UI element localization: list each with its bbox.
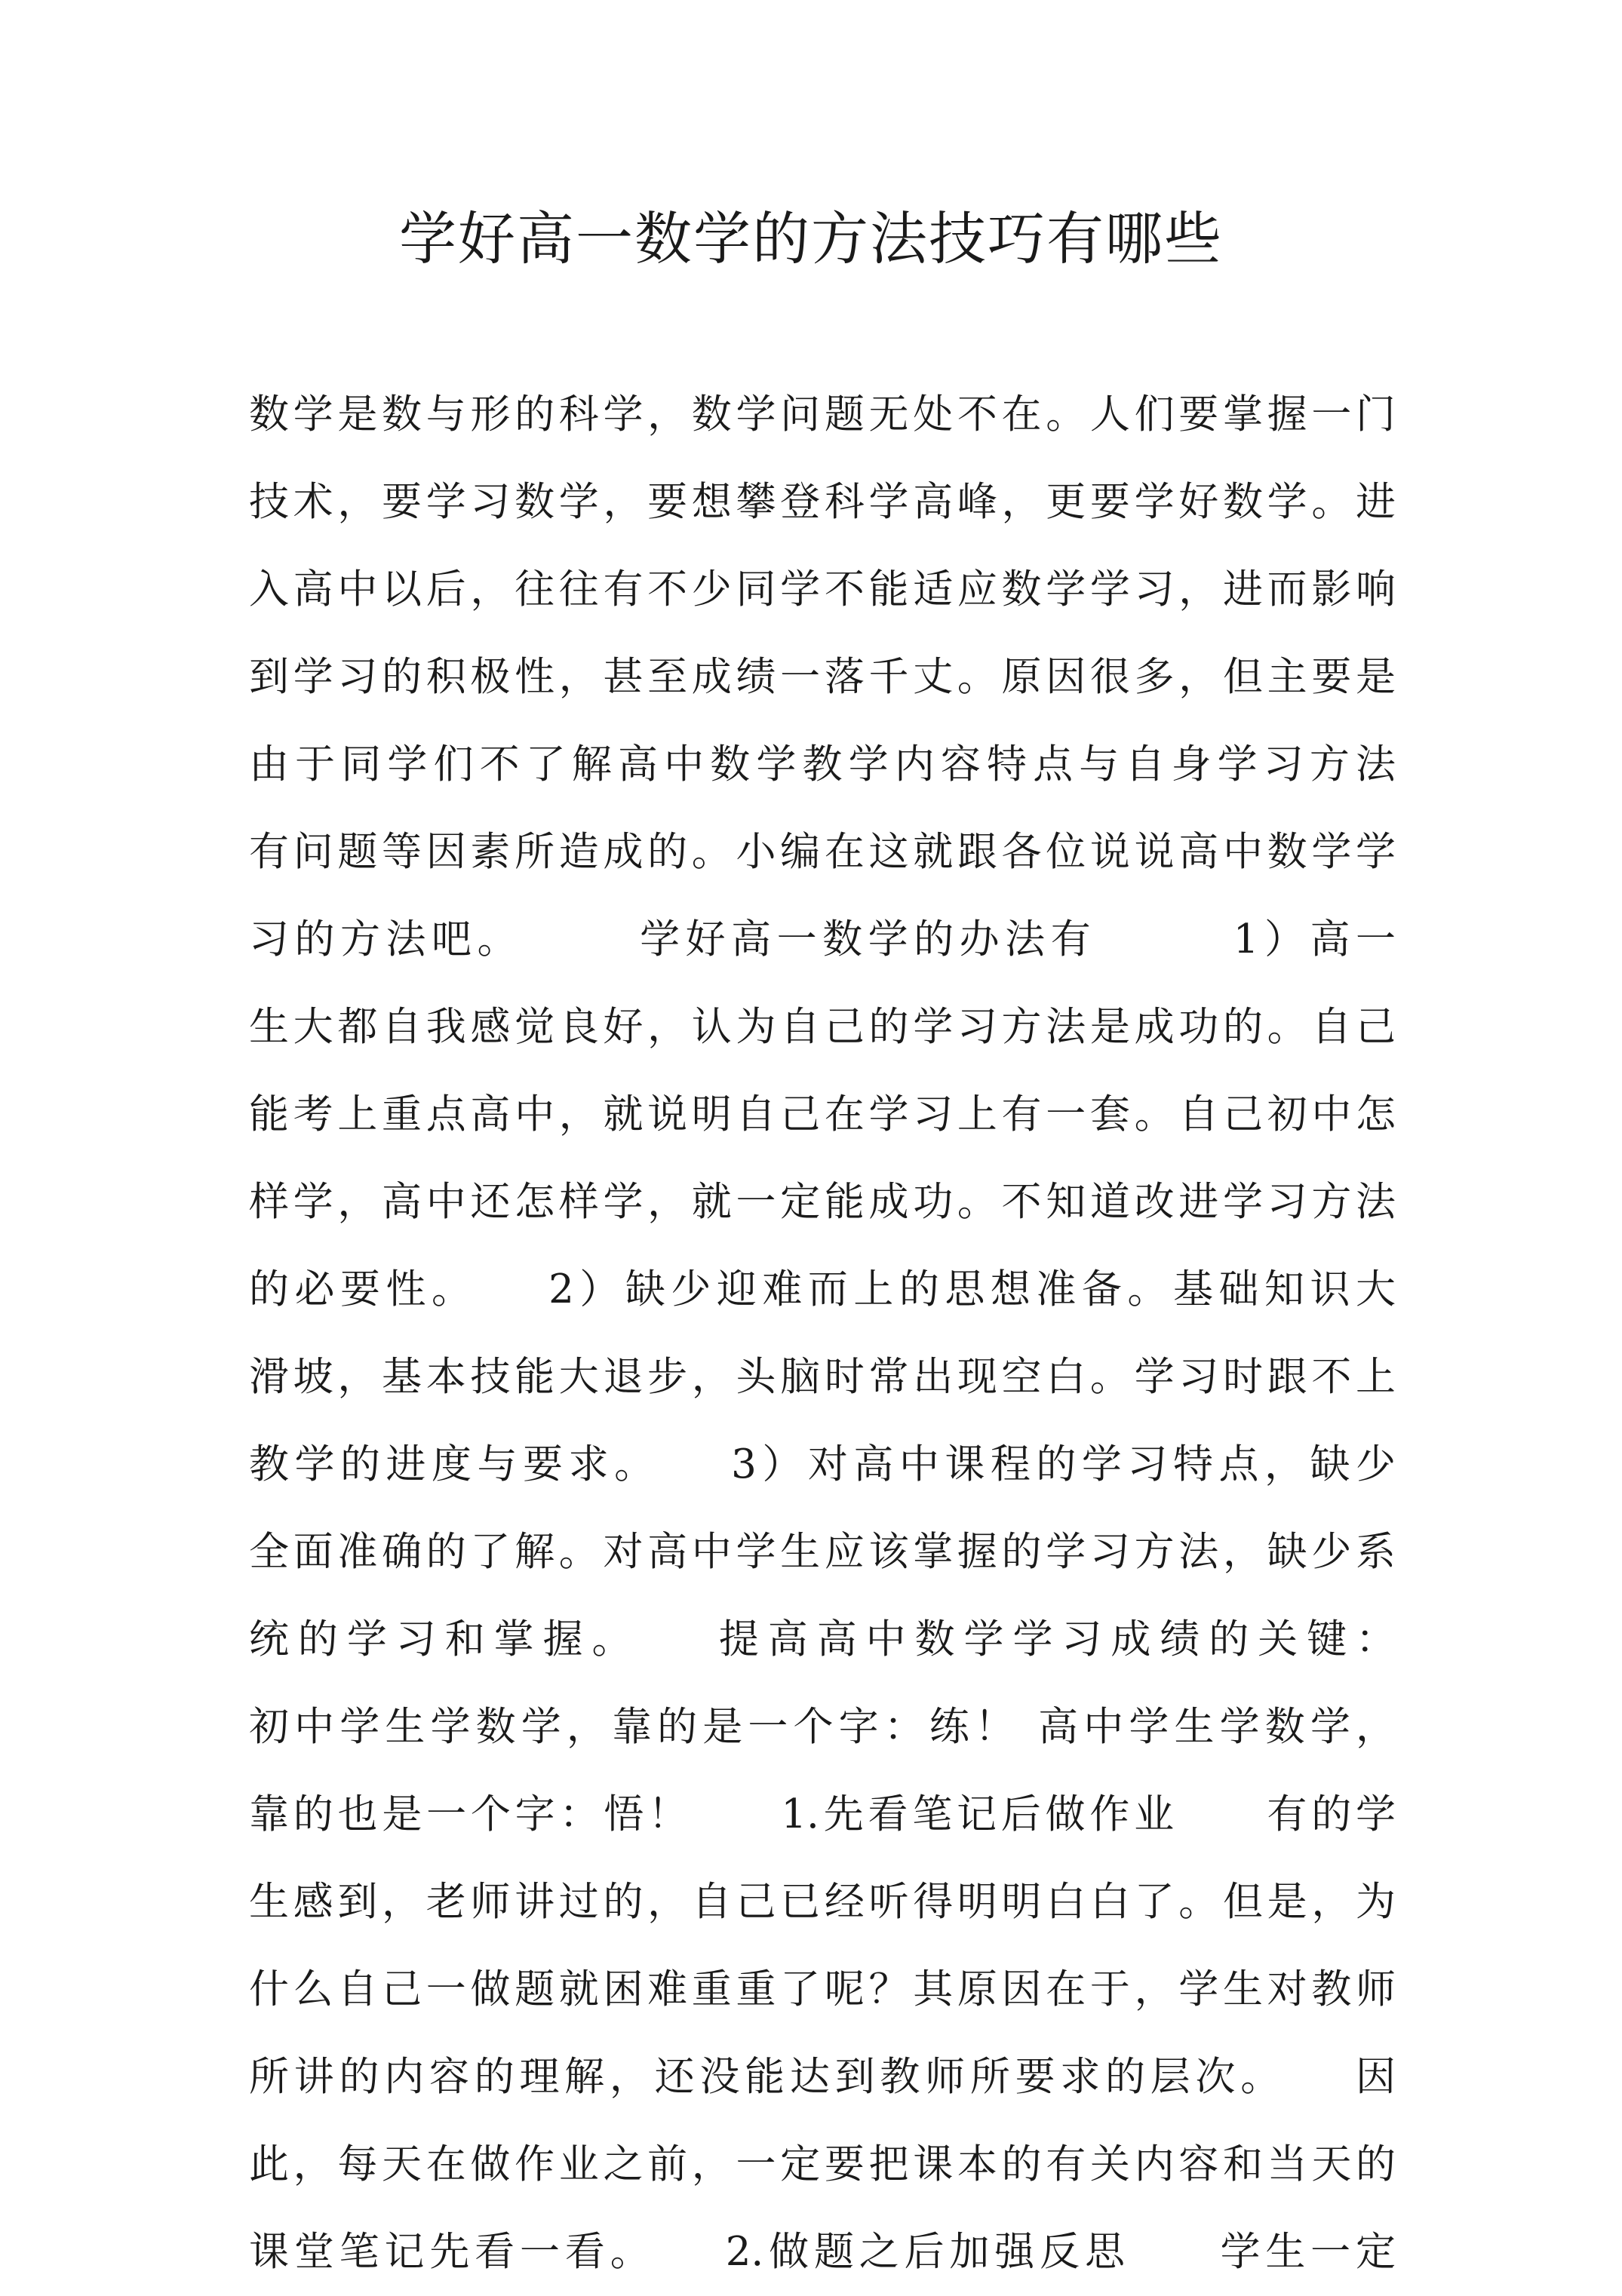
body-line: 滑坡，基本技能大退步，头脑时常出现空白。学习时跟不上 — [249, 1354, 1396, 1400]
body-line: 入高中以后，往往有不少同学不能适应数学学习，进而影响 — [249, 566, 1396, 612]
body-line: 数学是数与形的科学，数学问题无处不在。人们要掌握一门 — [249, 391, 1396, 437]
body-line: 技术，要学习数学，要想攀登科学高峰，更要学好数学。进 — [249, 479, 1396, 525]
body-line: 的必要性。 2）缺少迎难而上的思想准备。基础知识大 — [249, 1266, 1396, 1312]
body-line: 能考上重点高中，就说明自己在学习上有一套。自己初中怎 — [249, 1091, 1396, 1137]
body-line: 由于同学们不了解高中数学教学内容特点与自身学习方法 — [249, 741, 1396, 787]
body-line: 初中学生学数学，靠的是一个字：练！ 高中学生学数学， — [249, 1704, 1396, 1750]
body-line: 此，每天在做作业之前，一定要把课本的有关内容和当天的 — [249, 2141, 1396, 2187]
body-line: 统的学习和掌握。 提高高中数学学习成绩的关键： — [249, 1616, 1396, 1662]
body-line: 全面准确的了解。对高中学生应该掌握的学习方法，缺少系 — [249, 1529, 1396, 1575]
body-line: 有问题等因素所造成的。小编在这就跟各位说说高中数学学 — [249, 829, 1396, 875]
body-line: 什么自己一做题就困难重重了呢？其原因在于，学生对教师 — [249, 1966, 1396, 2012]
document-body — [249, 371, 1396, 2296]
body-line: 教学的进度与要求。 3）对高中课程的学习特点，缺少 — [249, 1441, 1396, 1487]
body-line: 课堂笔记先看一看。 2.做题之后加强反思 学生一定 — [249, 2229, 1396, 2275]
body-line: 所讲的内容的理解，还没能达到教师所要求的层次。 因 — [249, 2054, 1396, 2100]
body-line: 生感到，老师讲过的，自己已经听得明明白白了。但是，为 — [249, 1879, 1396, 1925]
body-line: 靠的也是一个字：悟！ 1.先看笔记后做作业 有的学 — [249, 1791, 1396, 1837]
body-line: 生大都自我感觉良好，认为自己的学习方法是成功的。自己 — [249, 1004, 1396, 1050]
body-line: 习的方法吧。 学好高一数学的办法有 1）高一 — [249, 916, 1396, 962]
body-line: 样学，高中还怎样学，就一定能成功。不知道改进学习方法 — [249, 1179, 1396, 1225]
document-title: 学好高一数学的方法技巧有哪些 — [399, 205, 1223, 272]
body-line: 到学习的积极性，甚至成绩一落千丈。原因很多，但主要是 — [249, 654, 1396, 700]
